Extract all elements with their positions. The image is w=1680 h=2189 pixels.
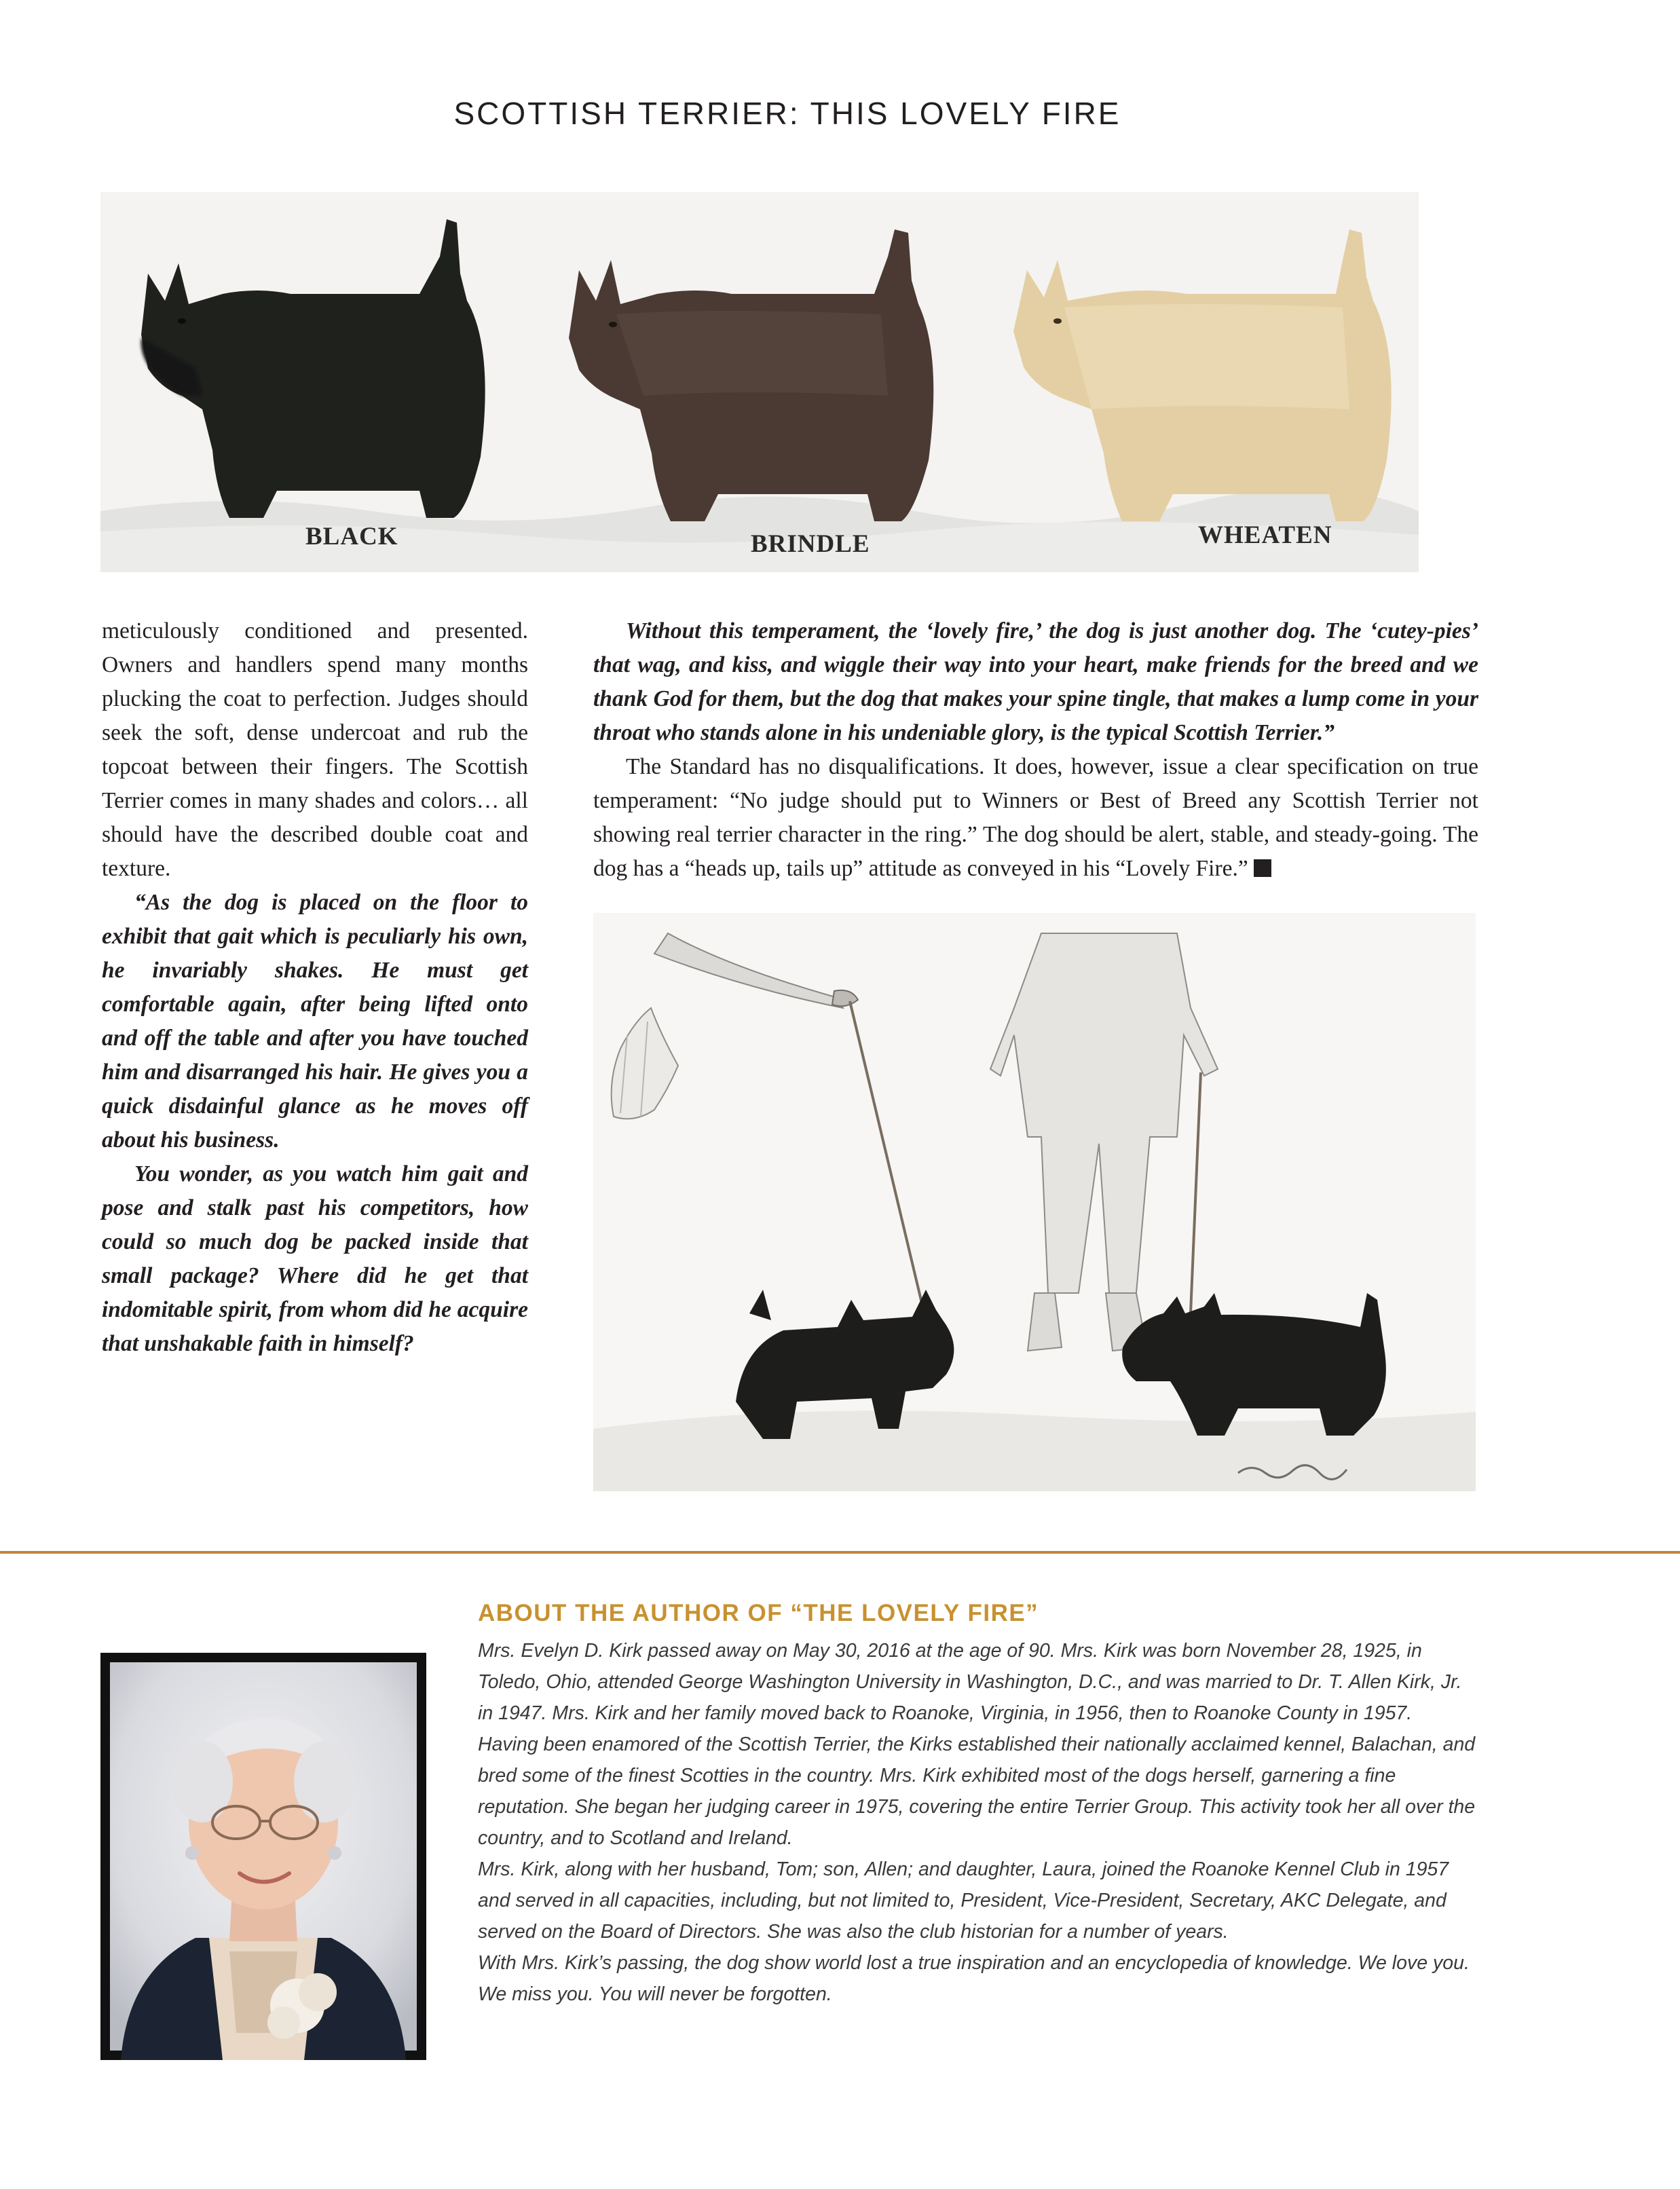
about-paragraph-3: Mrs. Kirk, along with her husband, Tom; son, Allen; and daughter, Laura, joined the Roanoke Kennel Club in 1957 and served in all capacities, including, but not limited to, President, Vice-President, Secretary, AKC Delegate, and served on the Board of Directors. She was also the club historian for a number of years. — [478, 1858, 1449, 1943]
about-the-author — [478, 1598, 1476, 2010]
right-column — [593, 614, 1478, 886]
left-paragraph-1: meticulously conditioned and presented. Owners and handlers spend many months plucking the coat to perfection. Judges should seek the soft, dense undercoat and rub the topcoat between their fingers. The Scottish Terrier comes in many shades and colors… all should have the described double coat and texture. — [102, 618, 528, 881]
author-photo — [100, 1653, 426, 2060]
author-portrait-drawing — [100, 1653, 426, 2060]
running-head: SCOTTISH TERRIER: THIS LOVELY FIRE — [453, 96, 1121, 131]
right-paragraph-text: The Standard has no disqualifications. It does, however, issue a clear specification on true temperament: “No judge should put to Winners or Best of Breed any Scottish Terrier not showing real terrier character in the ring.” The dog should be alert, stable, and steady-going. The dog has a “heads up, tails up” attitude as conveyed in his “Lovely Fire.” — [593, 754, 1478, 881]
right-quote: Without this temperament, the ‘lovely fire,’ the dog is just another dog. The ‘cutey-pies’ that wag, and kiss, and wiggle their way into your heart, make friends for the breed and we thank God for them, but the dog that makes your spine tingle, that makes a lump come in your throat who stands alone in his undeniable glory, is the typical Scottish Terrier.” — [593, 618, 1478, 745]
show-ring-drawing — [593, 913, 1476, 1491]
breed-colors-illustration — [100, 192, 1419, 572]
right-handler-sketch — [990, 933, 1218, 1351]
left-column — [102, 614, 528, 1361]
right-scottie-sketch — [1122, 1293, 1386, 1436]
end-of-article-mark — [1254, 859, 1271, 877]
right-paragraph — [593, 750, 1478, 886]
label-wheaten: WHEATEN — [1198, 521, 1332, 549]
about-paragraph-4: With Mrs. Kirk’s passing, the dog show world lost a true inspiration and an encyclopedia of knowledge. We love you. We miss you. You will never be forgotten. — [478, 1952, 1470, 2005]
about-title: ABOUT THE AUTHOR OF “THE LOVELY FIRE” — [478, 1600, 1039, 1626]
about-paragraph-2: Having been enamored of the Scottish Terrier, the Kirks established their nationally acclaimed kennel, Balachan, and bred some of the finest Scotties in the country. Mrs. Kirk exhibited most of the dogs herself, garnering a fine reputation. She began her judging career in 1975, covering the entire Terrier Group. This activity took her all over the country, and to Scotland and Ireland. — [478, 1734, 1476, 1849]
label-black: BLACK — [305, 523, 398, 550]
label-brindle: BRINDLE — [751, 530, 870, 558]
left-quote-1: “As the dog is placed on the floor to exhibit that gait which is peculiarly his own, he invariably shakes. He must get comfortable again, after being lifted onto and off the table and after you have touched him and disarranged his hair. He gives you a quick disdainful glance as he moves off about his business. — [102, 890, 528, 1153]
breed-colors-drawing — [100, 192, 1419, 572]
about-body — [478, 1635, 1476, 2010]
about-paragraph-1: Mrs. Evelyn D. Kirk passed away on May 30, 2016 at the age of 90. Mrs. Kirk was born November 28, 1925, in Toledo, Ohio, attended George Washington University in Washington, D.C., and was married to Dr. T. Allen Kirk, Jr. in 1947. Mrs. Kirk and her family moved back to Roanoke, Virginia, in 1956, then to Roanoke County in 1957. — [478, 1640, 1462, 1724]
show-ring-illustration — [593, 913, 1476, 1491]
wheaten-scottie — [1013, 229, 1392, 521]
left-handler-sketch — [612, 933, 926, 1320]
section-divider — [0, 1551, 1680, 1554]
brindle-scottie — [569, 229, 933, 521]
black-scottie — [141, 219, 485, 518]
left-quote-2: You wonder, as you watch him gait and pose and stalk past his competitors, how could so much dog be packed inside that small package? Where did he get that indomitable spirit, from whom did he acquire that unshakable faith in himself? — [102, 1161, 528, 1356]
